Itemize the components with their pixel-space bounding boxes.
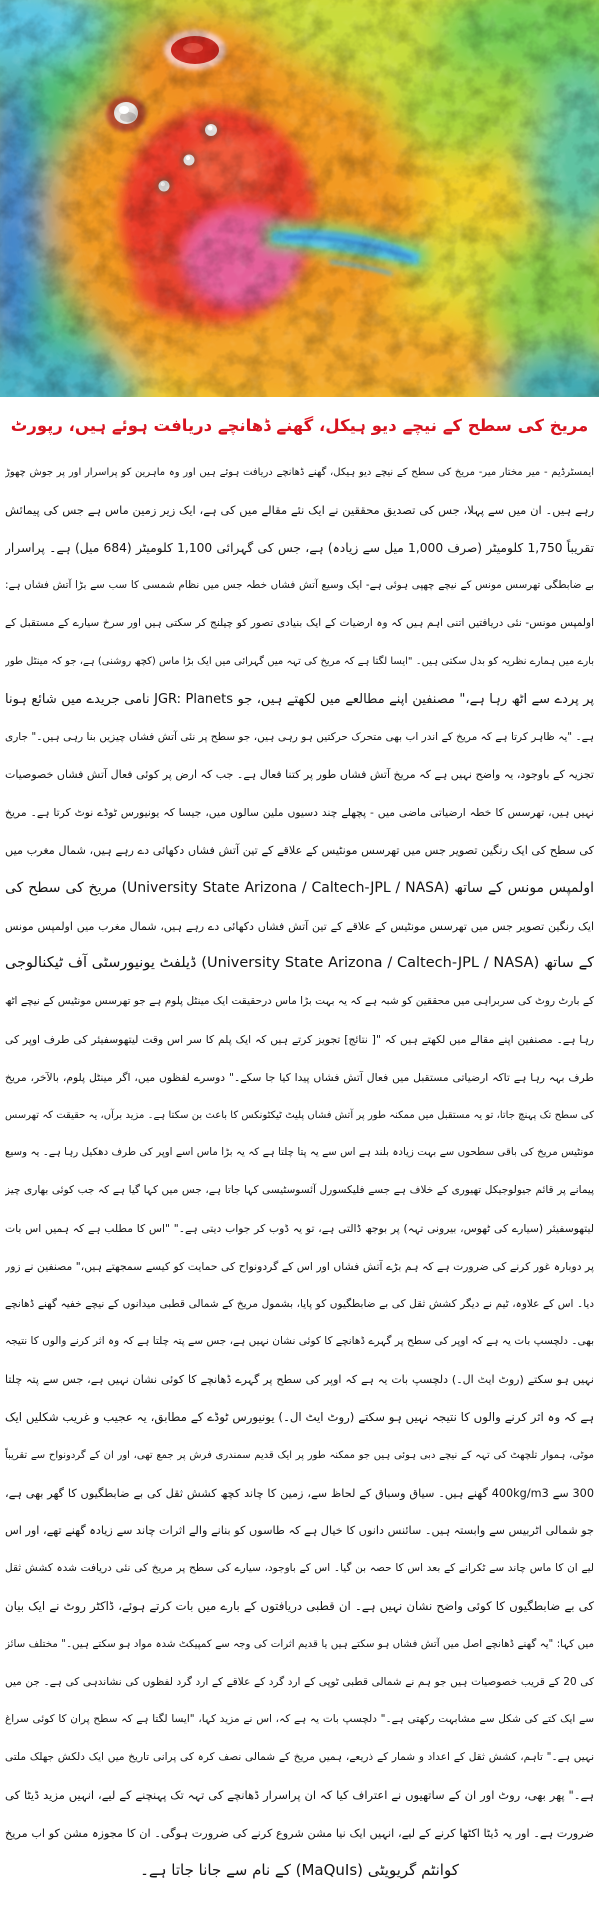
article-line: طرف بہہ رہا ہے تاکہ ارضیاتی مستقبل میں فعال آتش فشاں پیدا کیا جا سکے۔" دوسرے لفظوں میں، اگر مینٹل پلوم، بالآخر، مریخ [5,1070,594,1084]
article-line: موٹی، ہموار تلچھٹ کی تہہ کے نیچے دبی ہوئی ہیں جو ممکنہ طور پر ایک قدیم سمندری فرش پر جمع تھی، اور ان کے گردونواح سے تقریباً [5,1449,594,1461]
article-line: ضرورت ہے۔ اور یہ ڈیٹا اکٹھا کرنے کے لیے، انہیں ایک نیا مشن شروع کرنے کی ضرورت ہوگی۔ ان کا مجوزہ مشن کو اب مریخ [5,1826,594,1840]
article-line: کی بے ضابطگیوں کا کوئی واضح نشان نہیں ہے۔ ان قطبی دریافتوں کے بارے میں بات کرتے ہوئے، ڈاکٹر روٹ نے ایک بیان [5,1598,594,1613]
article-line: دیا۔ اس کے علاوہ، ٹیم نے دیگر کشش ثقل کی بے ضابطگیوں کو پایا، بشمول مریخ کے شمالی قطبی میدانوں کے نیچے خفیہ گھنے ڈھانچے [5,1297,594,1310]
article-line: پر پردے سے اٹھ رہا ہے،" مصنفین اپنے مطالعے میں لکھتے ہیں، جو JGR: Planets نامی جریدے میں شائع ہونا [5,691,594,707]
article-line: کی 20 کے قریب خصوصیات ہیں جو ہم نے شمالی قطبی ٹوپی کے ارد گرد کے علاقے کے ارد گرد لفظوں کی نشاندہی کی ہے۔ جن میں [5,1675,594,1688]
article-line: مونٹیس مریخ کی باقی سطحوں سے بہت زیادہ بلند ہے اس سے یہ پتا چلتا ہے کہ یہ بڑا ماس اسے اوپر کی طرف دھکیل رہا ہے۔ یہ وسیع [5,1146,594,1159]
article-line: بھی۔ دلچسپ بات یہ ہے کہ اوپر کی سطح پر گہرے ڈھانچے کا کوئی نشان نہیں ہے، جس سے پتہ چلتا ہے کہ وہ اثر کرنے والوں کا نتیجہ [5,1335,594,1348]
article-line: نہیں ہے۔" تاہم، کشش ثقل کے اعداد و شمار کے ذریعے، ہمیں مریخ کے شمالی نصف کرہ کی پرانی تاریخ میں ایک دلکش جھلک ملتی [5,1751,594,1764]
article-line: اولمپس مونس- نئی دریافتیں اتنی اہم ہیں کہ وہ ارضیات کے ایک بنیادی تصور کو چیلنج کر سکتی ہیں اور سرخ سیارے کے مستقبل کے [5,617,594,630]
article-body [5,454,594,1890]
article-headline: مریخ کی سطح کے نیچے دیو ہیکل، گھنے ڈھانچے دریافت ہوئے ہیں، رپورٹ [10,416,589,435]
article-line: تجزیہ کے باوجود، یہ واضح نہیں ہے کہ مریخ آتش فشاں طور پر کتنا فعال ہے۔ جب کہ ارض پر کوئی فعال آتش فشاں خصوصیات [5,768,594,782]
article-line: اولمپس مونس کے ساتھ (University State Arizona / Caltech-JPL / NASA) مریخ کی سطح کی [5,879,594,896]
article-line: ہے۔ "یہ ظاہر کرتا ہے کہ مریخ کے اندر اب بھی متحرک حرکتیں ہو رہی ہیں، جو سطح پر نئی آتش فشاں چیزیں بنا رہی ہیں۔" جاری [5,730,594,743]
article-line: بے ضابطگی تھرسس مونس کے نیچے چھپی ہوئی ہے- ایک وسیع آتش فشاں خطہ جس میں نظام شمسی کا سب سے بڑا آتش فشاں ہے: [5,579,594,592]
article-line: نہیں ہیں، تھرسس کا خطہ ارضیاتی ماضی میں - پچھلے چند دسیوں ملین سالوں میں، جیسا کہ یونیورس ٹوڈے نوٹ کرتا ہے۔ مریخ [5,806,594,820]
article-line: ہے کہ وہ اثر کرنے والوں کا نتیجہ نہیں ہو سکتے (روٹ ایٹ ال۔) یونیورس ٹوڈے کے مطابق، یہ عجیب و غریب شکلیں ایک [5,1409,594,1424]
article-line: پیمانے پر قائم جیولوجیکل تھیوری کے خلاف ہے جسے فلیکسورل آئسوسٹیسی کہا جاتا ہے، جس میں کہا گیا ہے کہ جب کوئی بھاری چیز [5,1184,594,1197]
article-line: میں کہا: "یہ گھنے ڈھانچے اصل میں آتش فشاں ہو سکتے ہیں یا قدیم اثرات کی وجہ سے کمپیکٹ شدہ مواد ہو سکتے ہیں۔" مختلف سائز [5,1637,594,1650]
article-line: کوانٹم گریویٹی (MaQuIs) کے نام سے جانا جاتا ہے۔ [140,1861,459,1880]
article-line: نہیں ہو سکتے (روٹ ایٹ ال۔) دلچسپ بات یہ ہے کہ اوپر کی سطح پر گہرے ڈھانچے کا کوئی نشان نہیں ہے، جس سے پتہ چلتا [5,1373,594,1387]
article-line: ہے۔" پھر بھی، روٹ اور ان کے ساتھیوں نے اعتراف کیا کہ ان پراسرار ڈھانچے کی تہہ تک پہنچنے کے لیے، انہیں مزید ڈیٹا کی [5,1787,594,1802]
article-line: کی سطح تک پہنچ جاتا، تو یہ مستقبل میں ممکنہ طور پر آتش فشاں پلیٹ ٹیکٹونکس کا باعث بن سکتا ہے۔ مزید برآں، یہ حقیقت کہ تھرسس [5,1109,594,1121]
article-line: کے بارٹ روٹ کی سربراہی میں محققین کو شبہ ہے کہ یہ بہت بڑا ماس درحقیقت ایک مینٹل پلوم ہے جو تھرسس مونٹیس کے نیچے اٹھ [5,995,594,1008]
article-line: تقریباً 1,750 کلومیٹر (صرف 1,000 میل سے زیادہ) ہے، جس کی گہرائی 1,100 کلومیٹر (684 میل) ہے۔ پراسرار [5,540,594,555]
article-line: 300 سے 400kg/m3 گھنے ہیں۔ سیاق وسباق کے لحاظ سے، زمین کا چاند کچھ کشش ثقل کی بے ضابطگیوں کا گھر بھی ہے، [5,1486,594,1500]
article-line: پر دوبارہ غور کرنے کی ضرورت ہے کہ ہم بڑے آتش فشاں اور اس کے گردونواح کی حمایت کو کیسے سمجھتے ہیں،" مصنفین نے زور [5,1259,594,1273]
article-line: کے ساتھ (University State Arizona / Caltech-JPL / NASA) ڈیلفٹ یونیورسٹی آف ٹیکنالوجی [5,955,594,972]
article-line: رہا ہے۔ مصنفین اپنے مقالے میں لکھتے ہیں کہ "[ نتائج] تجویز کرتے ہیں کہ ایک پلم کا سر اس وقت لیتھوسفیئر کی طرف اوپر کی [5,1032,594,1046]
article-line: رہے ہیں۔ ان میں سے پہلا، جس کی تصدیق محققین نے ایک نئے مقالے میں کی ہے، ایک زیر زمین ماس ہے جس کی پیمائش [5,502,594,517]
article-line: سے ایک کتے کی شکل سے مشابہت رکھتی ہے۔" دلچسپ بات یہ ہے کہ، اس نے مزید کہا، "ایسا لگتا ہے کہ سطح پران کا کوئی سراغ [5,1713,594,1726]
article-line: ایمسٹرڈیم - میر مختار میر- مریخ کی سطح کے نیچے دیو ہیکل، گھنے ڈھانچے دریافت ہوئے ہیں اور وہ ماہرین کو پراسرار اور پر جوش چھوڑ [5,467,594,478]
article-line: بارے میں ہمارے نظریہ کو بدل سکتی ہیں۔ "ایسا لگتا ہے کہ مریخ کی تہہ میں گہرائی میں ایک بڑا ماس (کچھ روشنی) ہے، جو کہ مینٹل طور [5,655,594,667]
article-line: ایک رنگین تصویر جس میں تھرسس مونٹیس کے علاقے کے تین آتش فشاں دکھائی دے رہے ہیں، شمال مغرب میں اولمپس مونس [5,919,594,933]
relief-highlight [0,0,599,397]
mars-topographic-map [0,0,599,397]
article-line: کی سطح کی ایک رنگین تصویر جس میں تھرسس مونٹیس کے علاقے کے تین آتش فشاں دکھائی دے رہے ہیں، شمال مغرب میں [5,843,594,857]
article-line: لیتھوسفیئر (سیارے کی ٹھوس، بیرونی تہہ) پر بوجھ ڈالتی ہے، تو یہ ڈوب کر جواب دیتی ہے۔" "اس کا مطلب ہے کہ ہمیں اس بات [5,1221,594,1235]
article-line: جو شمالی اٹربیس سے وابستہ ہیں۔ سائنس دانوں کا خیال ہے کہ طاسوں کو بنانے والے اثرات چاند سے زیادہ گھنے تھے، اور اس [5,1524,594,1538]
article-line: لیے ان کا ماس چاند سے ٹکرانے کے بعد اس کا حصہ بن گیا۔ اس کے باوجود، سیارے کی سطح پر مریخ کی نئی دریافت شدہ کشش ثقل [5,1562,594,1575]
